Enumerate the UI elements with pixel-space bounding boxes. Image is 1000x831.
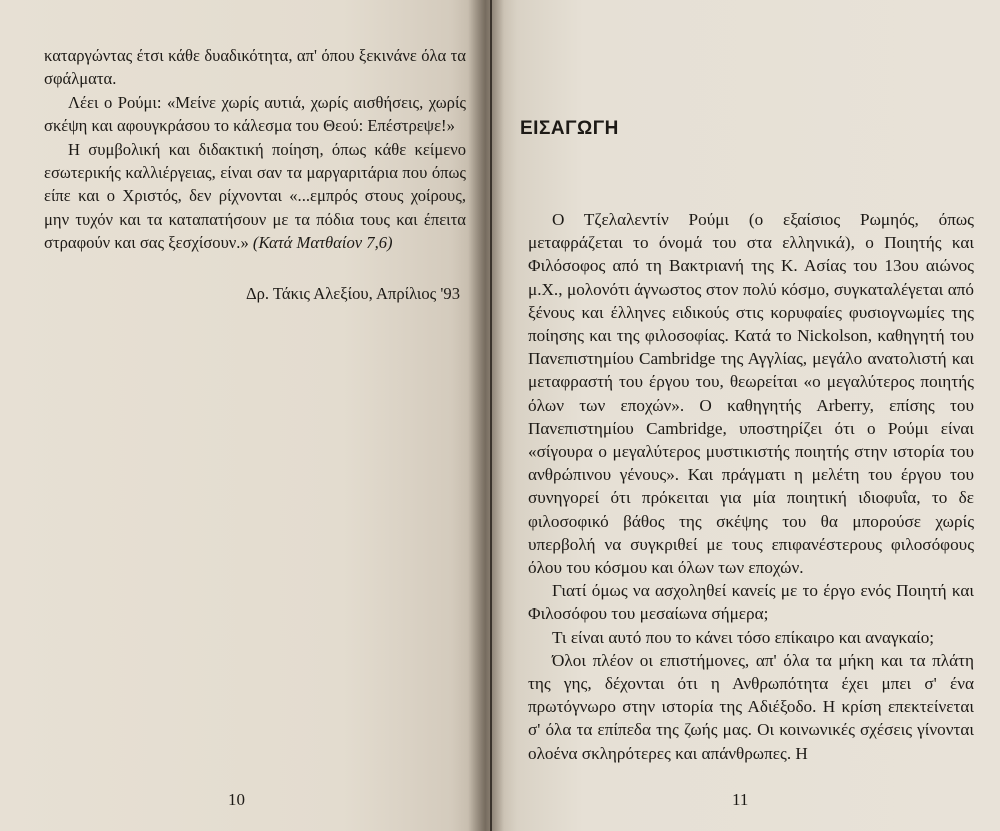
right-paragraph-2: Γιατί όμως να ασχοληθεί κανείς με το έργο ενός Ποιητή και Φιλοσόφου του μεσαίωνα σήμερα;	[528, 581, 974, 624]
right-page-text	[528, 208, 974, 765]
bible-citation: (Κατά Ματθαίον 7,6)	[252, 233, 393, 253]
page-number-left: 10	[228, 790, 245, 809]
left-paragraph-3	[44, 138, 466, 255]
author-signature: Δρ. Τάκις Αλεξίου, Απρίλιος '93	[245, 283, 460, 303]
page-number-right: 11	[732, 790, 749, 809]
right-page	[492, 0, 1000, 831]
left-page-text	[44, 44, 466, 255]
chapter-heading: ΕΙΣΑΓΩΓΗ	[520, 118, 619, 139]
right-paragraph-1: Ο Τζελαλεντίν Ρούμι (ο εξαίσιος Ρωμηός, όπως μεταφράζεται το όνομά του στα ελληνικά), ο Ποιητής και Φιλόσοφος από τη Βακτριανή της Κ. Ασίας του 13ου αιώνος μ.Χ., μολονότι άγνωστος στον πολύ κόσμο, συγκαταλέγεται από ξένους και έλληνες ειδικούς στις κορυφαίες φυσιογνωμίες της ποίησης και της φιλοσοφίας. Κατά το Nickolson, καθηγητή του Πανεπιστημίου Cambridge της Αγγλίας, μεγάλο ανατολιστή και μεταφραστή του έργου του, θεωρείται «ο μεγαλύτερος ποιητής όλων των εποχών». Ο καθηγητής Arberry, επίσης του Πανεπιστημίου Cambridge, υποστηρίζει ότι ο Ρούμι είναι «σίγουρα ο μεγαλύτερος μυστικιστής ποιητής στην ιστορία του ανθρώπινου γένους». Και πράγματι η μελέτη του έργου του συνηγορεί ότι πρόκειται για μία ποιητική ιδιοφυΐα, το δε φιλοσοφικό βάθος της σκέψης του θα μπορούσε χωρίς υπερβολή να συγκριθεί με τους επιφανέστερους φιλοσόφους όλου του κόσμου και όλων των εποχών.	[528, 210, 974, 578]
left-paragraph-1: καταργώντας έτσι κάθε δυαδικότητα, απ' όπου ξεκινάνε όλα τα σφάλματα.	[44, 46, 466, 89]
left-page	[0, 0, 490, 831]
left-paragraph-2: Λέει ο Ρούμι: «Μείνε χωρίς αυτιά, χωρίς αισθήσεις, χωρίς σκέψη και αφουγκράσου το κάλεσμα του Θεού: Επέστρεψε!»	[44, 92, 466, 136]
right-paragraph-3: Τι είναι αυτό που το κάνει τόσο επίκαιρο και αναγκαίο;	[552, 627, 935, 647]
right-paragraph-4: Όλοι πλέον οι επιστήμονες, απ' όλα τα μήκη και τα πλάτη της γης, δέχονται ότι η Ανθρωπότητα έχει μπει σ' ένα πρωτόγνωρο στην ιστορία της Αδιέξοδο. Η κρίση επεκτείνεται σ' όλα τα επίπεδα της ζωής μας. Οι κοινωνικές σχέσεις γίνονται ολοένα σκληρότερες και απάνθρωπες. Η	[528, 650, 974, 763]
left-paragraph-3-text: Η συμβολική και διδακτική ποίηση, όπως κάθε κείμενο εσωτερικής καλλιέργειας, είναι σαν τα μαργαριτάρια που όπως είπε και ο Χριστός, δεν ρίχνονται «...εμπρός στους χοίρους, μην τυχόν και τα καταπατήσουν με τα πόδια τους και έπειτα στραφούν και σας ξεσχίσουν.»	[44, 139, 466, 253]
